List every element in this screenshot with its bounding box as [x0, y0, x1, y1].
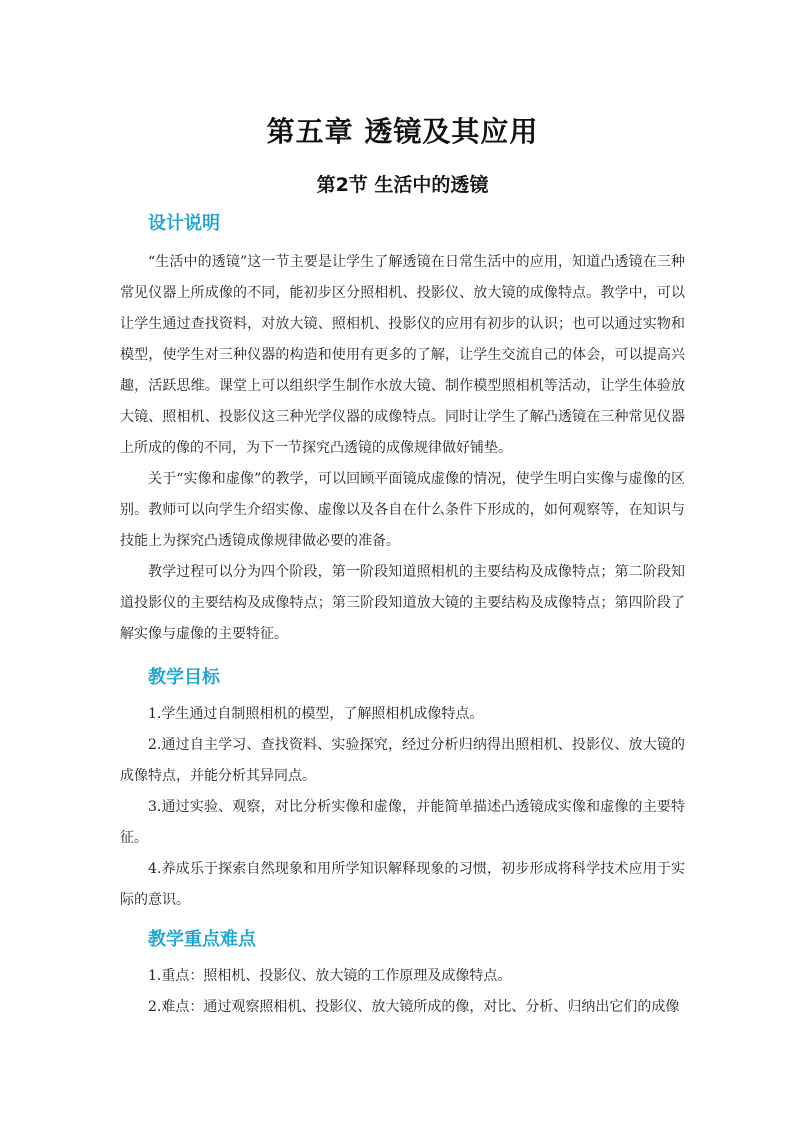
design-paragraph-2: 关于“实像和虚像”的教学，可以回顾平面镜成虚像的情况，使学生明白实像与虚像的区别。教师可以向学生介绍实像、虚像以及各自在什么条件下形成的，如何观察等，在知识与技能上为探究凸透镜成像规律做必要的准备。 — [120, 471, 685, 549]
document-page — [120, 0, 685, 1131]
key-point-item: 2.难点：通过观察照相机、投影仪、放大镜所成的像，对比、分析、归纳出它们的成像 — [148, 999, 680, 1015]
design-heading: 设计说明 — [148, 213, 220, 234]
objectives-heading: 教学目标 — [148, 667, 220, 688]
design-paragraph-3: 教学过程可以分为四个阶段，第一阶段知道照相机的主要结构及成像特点；第二阶段知道投影仪的主要结构及成像特点；第三阶段知道放大镜的主要结构及成像特点；第四阶段了解实像与虚像的主要特征。 — [120, 564, 685, 642]
design-paragraph-1: “生活中的透镜”这一节主要是让学生了解透镜在日常生活中的应用，知道凸透镜在三种常见仪器上所成像的不同，能初步区分照相机、投影仪、放大镜的成像特点。教学中，可以让学生通过查找资料，对放大镜、照相机、投影仪的应用有初步的认识；也可以通过实物和模型，使学生对三种仪器的构造和使用有更多的了解，让学生交流自己的体会，可以提高兴趣，活跃思维。课堂上可以组织学生制作水放大镜、制作模型照相机等活动，让学生体验放大镜、照相机、投影仪这三种光学仪器的成像特点。同时让学生了解凸透镜在三种常见仪器上所成的像的不同，为下一节探究凸透镜的成像规律做好铺垫。 — [120, 254, 685, 456]
key-point-item: 1.重点：照相机、投影仪、放大镜的工作原理及成像特点。 — [148, 968, 512, 984]
section-title: 第2节 生活中的透镜 — [316, 174, 489, 196]
key-points-heading: 教学重点难点 — [148, 929, 256, 950]
objective-item: 1.学生通过自制照相机的模型，了解照相机成像特点。 — [148, 706, 484, 722]
objective-item: 3.通过实验、观察，对比分析实像和虚像，并能简单描述凸透镜成实像和虚像的主要特征。 — [120, 799, 685, 846]
objective-item: 2.通过自主学习、查找资料、实验探究，经过分析归纳得出照相机、投影仪、放大镜的成像特点，并能分析其异同点。 — [120, 737, 685, 784]
objective-item: 4.养成乐于探索自然现象和用所学知识解释现象的习惯，初步形成将科学技术应用于实际的意识。 — [120, 861, 685, 908]
chapter-title: 第五章 透镜及其应用 — [266, 115, 539, 148]
